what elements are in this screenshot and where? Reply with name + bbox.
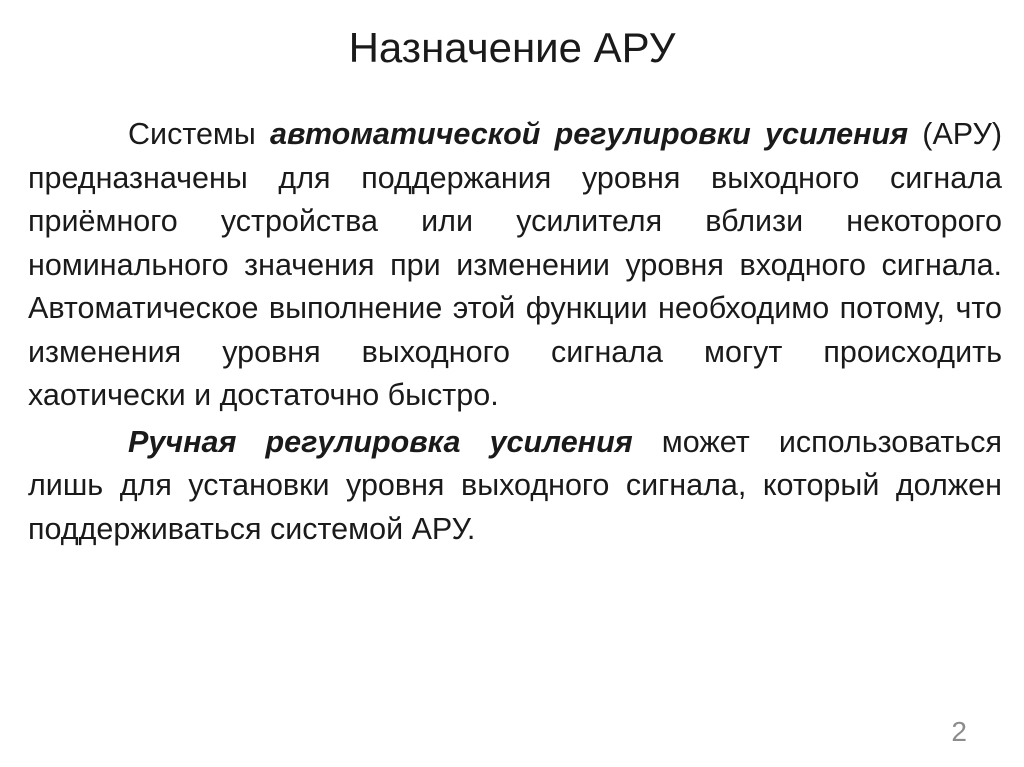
paragraph-aru-purpose [28, 113, 1002, 418]
emphasis-term-aru: автоматической регулировки усиления [269, 117, 909, 151]
slide-body [28, 113, 1002, 551]
slide-title: Назначение АРУ [348, 24, 676, 71]
emphasis-term-manual-gain: Ручная регулировка усиления [128, 424, 633, 459]
paragraph-lead-text: Системы [128, 117, 270, 151]
page-number: 2 [951, 716, 967, 747]
paragraph-manual-gain [28, 421, 1002, 552]
paragraph-body-text: (АРУ) предназначены для поддержания уровня выходного сигнала приёмного устройства или усилителя вблизи некоторого номинального значения при изменении уровня входного сигнала. Автоматическое выполнение этой функции необходимо потому, что изменения уровня выходного сигнала могут происходить хаотически и достаточно быстро. [28, 117, 1002, 412]
paragraph-body-text: может использоваться лишь для установки уровня выходного сигнала, который должен поддерживаться системой АРУ. [28, 424, 1002, 546]
